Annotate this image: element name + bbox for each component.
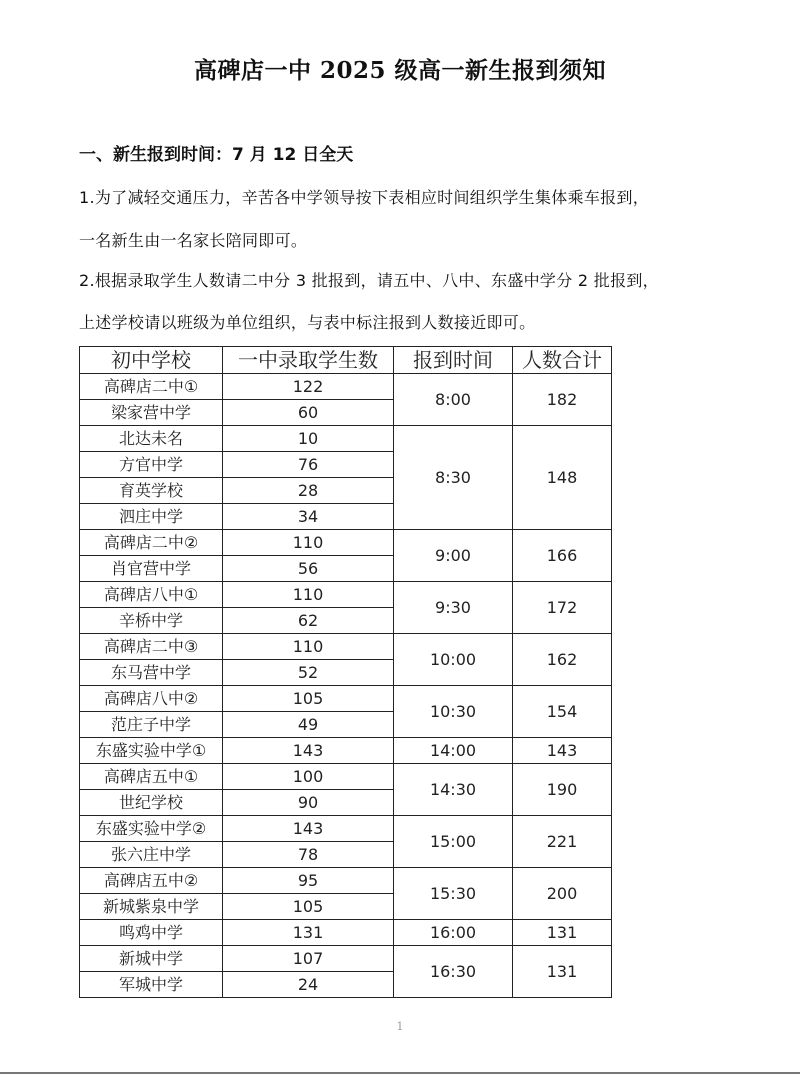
- table-row: [80, 634, 612, 660]
- report-time: 9:00: [394, 530, 513, 582]
- table-row: [80, 686, 612, 712]
- paragraph-1a: 1.为了减轻交通压力，辛苦各中学领导按下表相应时间组织学生集体乘车报到，: [79, 188, 650, 207]
- group-total: 172: [513, 582, 612, 634]
- table-row: [80, 868, 612, 894]
- group-total: 162: [513, 634, 612, 686]
- school-name: 高碑店二中③: [80, 634, 223, 660]
- report-time: 14:00: [394, 738, 513, 764]
- school-name: 军城中学: [80, 972, 223, 998]
- group-total: 221: [513, 816, 612, 868]
- admitted-count: 143: [223, 816, 394, 842]
- admitted-count: 90: [223, 790, 394, 816]
- group-total: 154: [513, 686, 612, 738]
- report-time: 14:30: [394, 764, 513, 816]
- table-body: [80, 374, 612, 998]
- admitted-count: 110: [223, 530, 394, 556]
- school-name: 肖官营中学: [80, 556, 223, 582]
- admitted-count: 107: [223, 946, 394, 972]
- group-total: 190: [513, 764, 612, 816]
- page-number: 1: [396, 1020, 404, 1033]
- school-name: 鸣鸡中学: [80, 920, 223, 946]
- paragraph-2a: 2.根据录取学生人数请二中分 3 批报到，请五中、八中、东盛中学分 2 批报到，: [79, 271, 659, 290]
- header-school: 初中学校: [80, 347, 223, 374]
- school-name: 东盛实验中学②: [80, 816, 223, 842]
- page-bottom-rule: [0, 1072, 800, 1074]
- group-total: 166: [513, 530, 612, 582]
- school-name: 高碑店五中①: [80, 764, 223, 790]
- group-total: 131: [513, 920, 612, 946]
- report-time: 16:00: [394, 920, 513, 946]
- table-row: [80, 426, 612, 452]
- table-row: [80, 738, 612, 764]
- school-name: 泗庄中学: [80, 504, 223, 530]
- school-name: 方官中学: [80, 452, 223, 478]
- admitted-count: 60: [223, 400, 394, 426]
- admitted-count: 100: [223, 764, 394, 790]
- admitted-count: 143: [223, 738, 394, 764]
- admitted-count: 105: [223, 686, 394, 712]
- group-total: 131: [513, 946, 612, 998]
- admitted-count: 95: [223, 868, 394, 894]
- admitted-count: 28: [223, 478, 394, 504]
- report-time: 8:00: [394, 374, 513, 426]
- table-row: [80, 816, 612, 842]
- school-name: 高碑店五中②: [80, 868, 223, 894]
- group-total: 148: [513, 426, 612, 530]
- school-name: 辛桥中学: [80, 608, 223, 634]
- school-name: 东马营中学: [80, 660, 223, 686]
- school-name: 高碑店八中①: [80, 582, 223, 608]
- document-title: 高碑店一中 2025 级高一新生报到须知: [193, 57, 607, 84]
- report-time: 15:00: [394, 816, 513, 868]
- schedule-table: [79, 346, 612, 998]
- admitted-count: 110: [223, 582, 394, 608]
- report-time: 8:30: [394, 426, 513, 530]
- report-time: 10:30: [394, 686, 513, 738]
- table-row: [80, 946, 612, 972]
- report-time: 15:30: [394, 868, 513, 920]
- admitted-count: 78: [223, 842, 394, 868]
- school-name: 高碑店二中①: [80, 374, 223, 400]
- group-total: 182: [513, 374, 612, 426]
- table-row: [80, 920, 612, 946]
- school-name: 东盛实验中学①: [80, 738, 223, 764]
- header-admitted: 一中录取学生数: [223, 347, 394, 374]
- report-time: 9:30: [394, 582, 513, 634]
- school-name: 北达未名: [80, 426, 223, 452]
- header-total: 人数合计: [513, 347, 612, 374]
- section-heading: 一、新生报到时间：7 月 12 日全天: [79, 145, 354, 165]
- admitted-count: 49: [223, 712, 394, 738]
- school-name: 梁家营中学: [80, 400, 223, 426]
- school-name: 高碑店二中②: [80, 530, 223, 556]
- admitted-count: 34: [223, 504, 394, 530]
- report-time: 16:30: [394, 946, 513, 998]
- report-time: 10:00: [394, 634, 513, 686]
- school-name: 高碑店八中②: [80, 686, 223, 712]
- table-row: [80, 530, 612, 556]
- admitted-count: 76: [223, 452, 394, 478]
- group-total: 143: [513, 738, 612, 764]
- admitted-count: 24: [223, 972, 394, 998]
- school-name: 张六庄中学: [80, 842, 223, 868]
- admitted-count: 56: [223, 556, 394, 582]
- school-name: 范庄子中学: [80, 712, 223, 738]
- header-time: 报到时间: [394, 347, 513, 374]
- school-name: 新城紫泉中学: [80, 894, 223, 920]
- table-row: [80, 582, 612, 608]
- admitted-count: 110: [223, 634, 394, 660]
- admitted-count: 131: [223, 920, 394, 946]
- table-row: [80, 764, 612, 790]
- admitted-count: 122: [223, 374, 394, 400]
- admitted-count: 52: [223, 660, 394, 686]
- admitted-count: 105: [223, 894, 394, 920]
- group-total: 200: [513, 868, 612, 920]
- admitted-count: 62: [223, 608, 394, 634]
- table-row: [80, 374, 612, 400]
- paragraph-2b: 上述学校请以班级为单位组织，与表中标注报到人数接近即可。: [79, 313, 536, 332]
- school-name: 新城中学: [80, 946, 223, 972]
- table-header-row: [80, 347, 612, 374]
- paragraph-1b: 一名新生由一名家长陪同即可。: [79, 231, 308, 250]
- school-name: 育英学校: [80, 478, 223, 504]
- admitted-count: 10: [223, 426, 394, 452]
- school-name: 世纪学校: [80, 790, 223, 816]
